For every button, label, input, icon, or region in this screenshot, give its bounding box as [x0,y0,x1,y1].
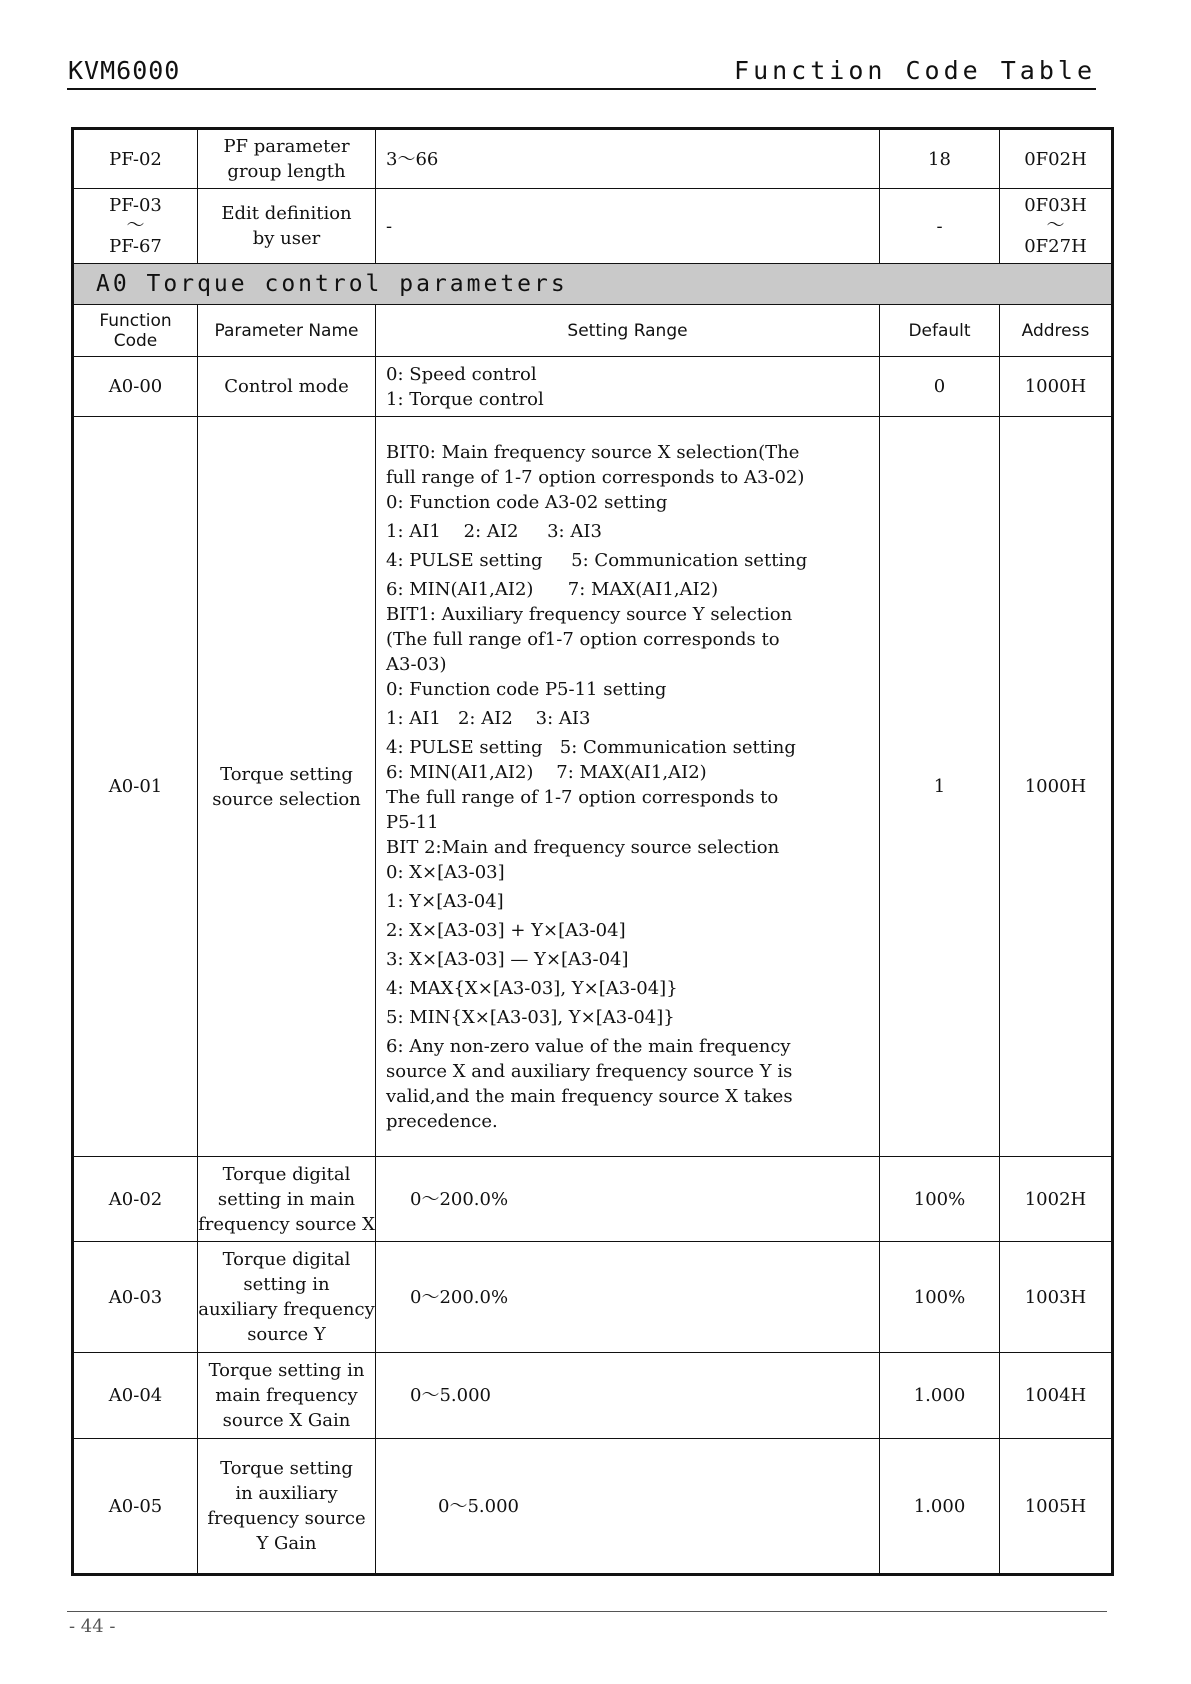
table-row [73,1242,1113,1353]
default-cell: 18 [880,129,1000,189]
parameter-name-cell: Torque digital setting in auxiliary frequency source Y [198,1242,376,1353]
address-cell: 1005H [1000,1439,1113,1575]
default-cell: 0 [880,357,1000,417]
column-header-row [73,305,1113,357]
default-cell: 1.000 [880,1353,1000,1439]
address-cell: 1000H [1000,357,1113,417]
default-cell: 1.000 [880,1439,1000,1575]
function-code-cell: A0-03 [73,1242,198,1353]
setting-range-cell: 0～200.0% [376,1157,880,1242]
function-code-cell: A0-00 [73,357,198,417]
column-header-name: Parameter Name [198,305,376,357]
default-cell: - [880,189,1000,264]
section-header-row [73,264,1113,305]
setting-range-cell: 0～200.0% [376,1242,880,1353]
column-header-code: Function Code [73,305,198,357]
address-cell: 1003H [1000,1242,1113,1353]
manual-model-name: KVM6000 [68,56,181,85]
address-cell: 0F02H [1000,129,1113,189]
table-row [73,129,1113,189]
parameter-name-cell: Torque digital setting in main frequency source X [198,1157,376,1242]
parameter-name-cell: Torque setting source selection [198,417,376,1157]
parameter-name-cell: PF parameter group length [198,129,376,189]
footer-rule [67,1611,1107,1612]
setting-range-cell: BIT0: Main frequency source X selection(The full range of 1-7 option corresponds to A3-02) 0: Function code A3-02 setting 1: AI1 2: AI2 3: AI3 4: PULSE setting 5: Communication setting 6: MIN(AI1,AI2) 7: MAX(AI1,AI2) BIT1: Auxiliary frequency source Y selection (The full range of1-7 option corresponds to A3-03) 0: Function code P5-11 setting 1: AI1 2: AI2 3: AI3 4: PULSE setting 5: Communication setting 6: MIN(AI1,AI2) 7: MAX(AI1,AI2) The full range of 1-7 option corresponds to P5-11 BIT 2:Main and frequency source selection 0: X×[A3-03] 1: Y×[A3-04] 2: X×[A3-03] + Y×[A3-04] 3: X×[A3-03] — Y×[A3-04] 4: MAX{X×[A3-03], Y×[A3-04]} 5: MIN{X×[A3-03], Y×[A3-04]} 6: Any non-zero value of the main frequency source X and auxiliary frequency source Y is valid,and the main frequency source X takes precedence. [376,417,880,1157]
setting-range-cell: 3～66 [376,129,880,189]
address-cell: 1004H [1000,1353,1113,1439]
function-code-cell: A0-05 [73,1439,198,1575]
page-number: - 44 - [69,1616,116,1637]
table-row [73,189,1113,264]
setting-range-cell: 0～5.000 [376,1353,880,1439]
default-cell: 100% [880,1157,1000,1242]
address-cell: 1002H [1000,1157,1113,1242]
function-code-cell: A0-04 [73,1353,198,1439]
table-row [73,1157,1113,1242]
column-header-range: Setting Range [376,305,880,357]
function-code-cell: PF-02 [73,129,198,189]
address-cell: 1000H [1000,417,1113,1157]
function-code-cell: A0-01 [73,417,198,1157]
table-row [73,1439,1113,1575]
function-code-cell: PF-03 ～ PF-67 [73,189,198,264]
page-section-title: Function Code Table [734,56,1096,85]
header-rule [67,88,1096,90]
parameter-name-cell: Torque setting in auxiliary frequency source Y Gain [198,1439,376,1575]
parameter-name-cell: Edit definition by user [198,189,376,264]
setting-range-cell: - [376,189,880,264]
table-row [73,417,1113,1157]
table-row [73,1353,1113,1439]
parameter-name-cell: Control mode [198,357,376,417]
function-code-cell: A0-02 [73,1157,198,1242]
setting-range-cell: 0～5.000 [376,1439,880,1575]
parameter-name-cell: Torque setting in main frequency source X Gain [198,1353,376,1439]
section-title: A0 Torque control parameters [73,264,1113,305]
address-cell: 0F03H ～ 0F27H [1000,189,1113,264]
setting-range-cell: 0: Speed control 1: Torque control [376,357,880,417]
default-cell: 1 [880,417,1000,1157]
column-header-default: Default [880,305,1000,357]
column-header-address: Address [1000,305,1113,357]
table-row [73,357,1113,417]
function-code-table [71,127,1114,1576]
default-cell: 100% [880,1242,1000,1353]
